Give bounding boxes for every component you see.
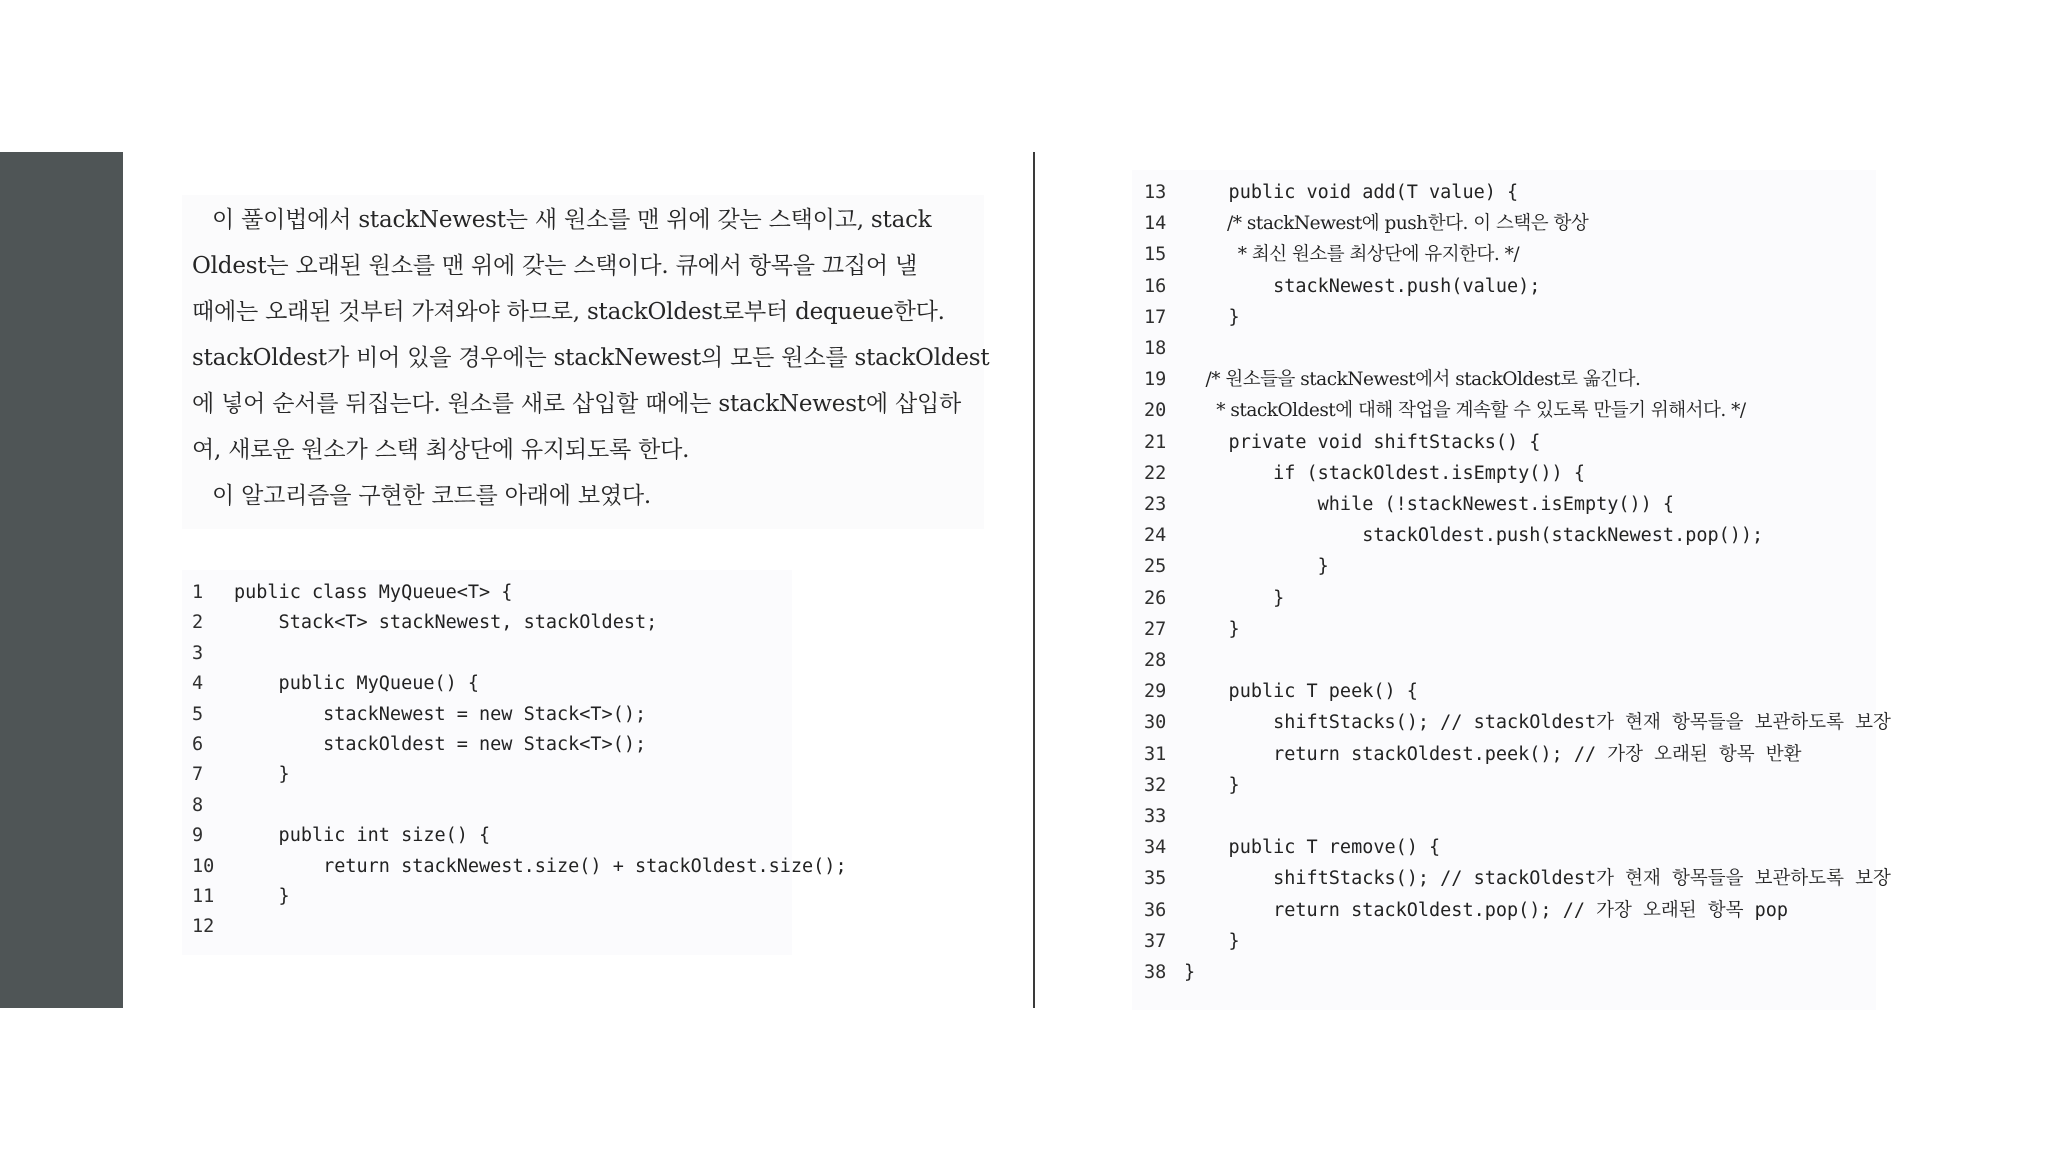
page-divider xyxy=(1033,152,1035,1008)
line-number: 7 xyxy=(192,764,204,786)
code-text: } xyxy=(1184,962,1196,983)
code-listing-right xyxy=(1132,170,1891,1010)
line-number: 12 xyxy=(192,916,215,938)
line-number: 28 xyxy=(1144,650,1167,671)
code-line xyxy=(182,608,792,638)
line-number: 30 xyxy=(1144,712,1167,734)
code-line xyxy=(182,791,792,821)
line-number: 10 xyxy=(192,855,215,877)
code-text: /* stackNewest에 push한다. 이 스택은 항상 xyxy=(1184,213,1589,235)
line-number: 15 xyxy=(1144,244,1167,266)
line-number: 27 xyxy=(1144,618,1167,640)
code-line xyxy=(182,639,792,669)
code-text: shiftStacks(); // stackOldest가 현재 항목들을 보관하도록 보장 xyxy=(1184,712,1891,734)
code-line xyxy=(1132,771,1876,801)
line-number: 26 xyxy=(1144,587,1167,609)
code-text: Stack<T> stackNewest, stackOldest; xyxy=(234,612,658,634)
code-text: public class MyQueue<T> { xyxy=(234,582,513,603)
code-line xyxy=(1132,365,1876,395)
side-accent-bar xyxy=(0,152,123,1008)
code-line xyxy=(182,700,792,730)
line-number: 6 xyxy=(192,734,204,755)
code-line xyxy=(1132,646,1876,676)
code-text: public T peek() { xyxy=(1184,681,1418,703)
code-text: } xyxy=(234,886,290,907)
code-text: public MyQueue() { xyxy=(234,673,480,695)
line-number: 1 xyxy=(192,582,204,603)
line-number: 37 xyxy=(1144,930,1167,952)
code-line xyxy=(1132,927,1876,957)
code-text: * 최신 원소를 최상단에 유지한다. */ xyxy=(1184,244,1520,266)
code-line xyxy=(1132,240,1876,270)
code-text: public void add(T value) { xyxy=(1184,182,1519,203)
code-text: } xyxy=(1184,930,1240,952)
code-line xyxy=(1132,396,1876,426)
code-listing-left xyxy=(182,570,847,955)
code-line xyxy=(182,578,792,608)
code-line xyxy=(182,882,792,912)
line-number: 11 xyxy=(192,886,215,907)
prose-line: 여, 새로운 원소가 스택 최상단에 유지되도록 한다. xyxy=(192,437,690,463)
code-text: shiftStacks(); // stackOldest가 현재 항목들을 보관하도록 보장 xyxy=(1184,868,1891,890)
code-text: /* 원소들을 stackNewest에서 stackOldest로 옮긴다. xyxy=(1184,369,1641,391)
line-number: 13 xyxy=(1144,182,1167,203)
line-number: 19 xyxy=(1144,369,1167,391)
line-number: 14 xyxy=(1144,213,1167,235)
line-number: 18 xyxy=(1144,338,1167,359)
line-number: 23 xyxy=(1144,494,1167,515)
line-number: 20 xyxy=(1144,400,1167,422)
code-text: } xyxy=(1184,306,1240,328)
code-line xyxy=(1132,490,1876,520)
code-text: stackNewest = new Stack<T>(); xyxy=(234,703,647,725)
code-line xyxy=(1132,552,1876,582)
code-line xyxy=(182,912,792,942)
prose-line: Oldest는 오래된 원소를 맨 위에 갖는 스택이다. 큐에서 항목을 끄집어 낼 xyxy=(192,253,918,279)
code-text: private void shiftStacks() { xyxy=(1184,431,1541,453)
line-number: 34 xyxy=(1144,837,1167,859)
code-line xyxy=(1132,303,1876,333)
code-line xyxy=(1132,896,1876,926)
prose-line: stackOldest가 비어 있을 경우에는 stackNewest의 모든 원소를 stackOldest xyxy=(192,345,990,371)
prose-line: 이 풀이법에서 stackNewest는 새 원소를 맨 위에 갖는 스택이고, stack xyxy=(212,207,932,233)
code-line xyxy=(1132,459,1876,489)
code-line xyxy=(1132,521,1876,551)
code-text: } xyxy=(234,764,290,786)
code-line xyxy=(182,821,792,851)
line-number: 22 xyxy=(1144,462,1167,484)
line-number: 32 xyxy=(1144,774,1167,796)
code-text: public int size() { xyxy=(234,825,491,847)
line-number: 31 xyxy=(1144,743,1167,765)
code-text: while (!stackNewest.isEmpty()) { xyxy=(1184,494,1675,515)
code-line xyxy=(1132,615,1876,645)
code-text: } xyxy=(1184,587,1285,609)
code-text: return stackNewest.size() + stackOldest.size(); xyxy=(234,855,847,877)
line-number: 24 xyxy=(1144,525,1167,547)
code-text: } xyxy=(1184,618,1240,640)
code-line xyxy=(1132,272,1876,302)
code-line xyxy=(182,730,792,760)
code-text: public T remove() { xyxy=(1184,837,1441,859)
prose-block xyxy=(182,195,990,529)
prose-line: 이 알고리즘을 구현한 코드를 아래에 보였다. xyxy=(212,483,651,509)
code-line xyxy=(1132,802,1876,832)
code-line xyxy=(182,669,792,699)
code-line xyxy=(1132,428,1876,458)
line-number: 3 xyxy=(192,642,204,664)
code-line xyxy=(1132,677,1876,707)
code-line xyxy=(1132,833,1876,863)
line-number: 36 xyxy=(1144,899,1167,921)
code-text: stackOldest = new Stack<T>(); xyxy=(234,734,647,755)
line-number: 35 xyxy=(1144,868,1167,890)
code-line xyxy=(1132,864,1891,894)
code-line xyxy=(1132,740,1876,770)
code-line xyxy=(182,852,847,882)
code-line xyxy=(1132,334,1876,364)
line-number: 21 xyxy=(1144,431,1167,453)
code-text: } xyxy=(1184,556,1329,578)
code-line xyxy=(1132,584,1876,614)
line-number: 4 xyxy=(192,673,204,695)
code-line xyxy=(1132,958,1876,988)
line-number: 25 xyxy=(1144,556,1167,578)
line-number: 29 xyxy=(1144,681,1167,703)
prose-line: 에 넣어 순서를 뒤집는다. 원소를 새로 삽입할 때에는 stackNewest에 삽입하 xyxy=(192,391,962,417)
line-number: 9 xyxy=(192,825,204,847)
line-number: 38 xyxy=(1144,962,1167,983)
line-number: 5 xyxy=(192,703,204,725)
code-line xyxy=(1132,178,1876,208)
line-number: 16 xyxy=(1144,275,1167,297)
code-text: stackOldest.push(stackNewest.pop()); xyxy=(1184,525,1764,547)
code-text: return stackOldest.pop(); // 가장 오래된 항목 pop xyxy=(1184,899,1789,921)
code-line xyxy=(1132,209,1876,239)
code-text: return stackOldest.peek(); // 가장 오래된 항목 반환 xyxy=(1184,743,1802,765)
line-number: 17 xyxy=(1144,306,1167,328)
prose-line: 때에는 오래된 것부터 가져와야 하므로, stackOldest로부터 dequeue한다. xyxy=(192,299,945,325)
code-text: } xyxy=(1184,774,1240,796)
code-line xyxy=(1132,708,1891,738)
code-text: stackNewest.push(value); xyxy=(1184,275,1541,297)
code-line xyxy=(182,760,792,790)
line-number: 33 xyxy=(1144,806,1167,827)
code-text: * stackOldest에 대해 작업을 계속할 수 있도록 만들기 위해서다. */ xyxy=(1184,400,1746,422)
line-number: 2 xyxy=(192,612,204,634)
code-text: if (stackOldest.isEmpty()) { xyxy=(1184,462,1585,484)
line-number: 8 xyxy=(192,794,204,816)
